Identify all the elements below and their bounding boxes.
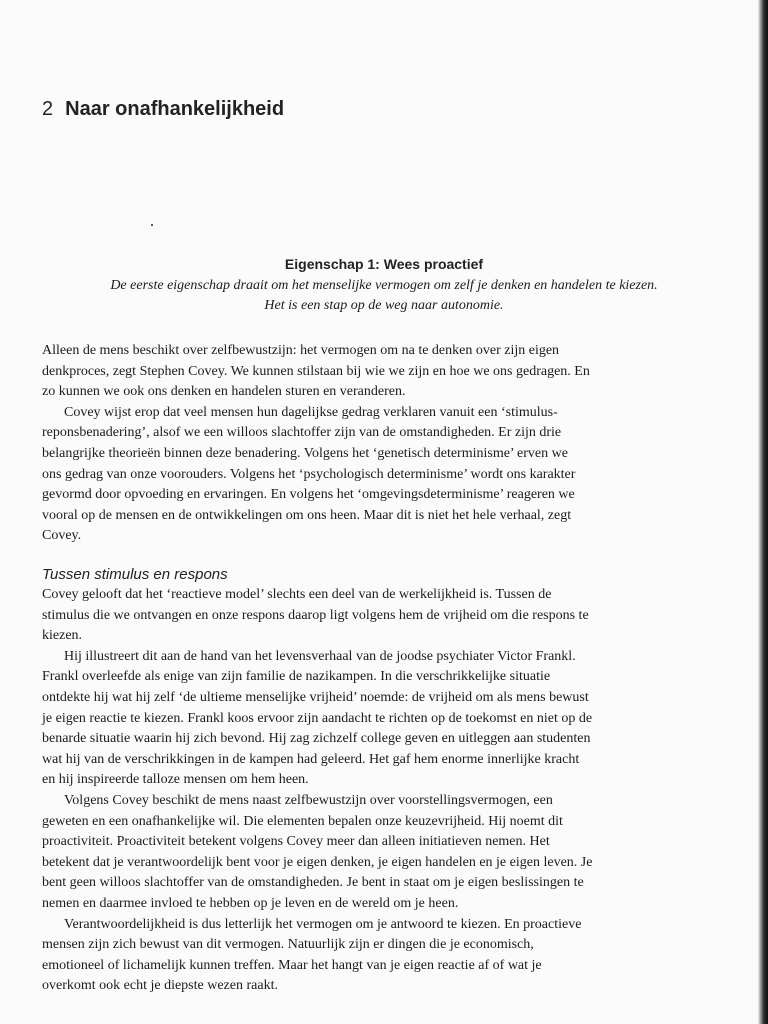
section-intro — [30, 276, 738, 316]
text-line: emotioneel of lichamelijk kunnen treffen. Maar het hangt van je eigen reactie af of wat je — [42, 957, 542, 973]
text-line: Covey. — [42, 528, 82, 544]
text-line: kiezen. — [42, 628, 83, 644]
chapter-heading — [42, 98, 284, 121]
text-line: wat hij van de verschrikkingen in de kampen had geleerd. Het gaf hem enorme innerlijke kracht — [42, 751, 580, 767]
page-edge-shadow — [758, 0, 768, 1024]
text-line: Covey wijst erop dat veel mensen hun dagelijkse gedrag verklaren vanuit een ‘stimulus- — [64, 404, 558, 420]
subheading: Tussen stimulus en respons — [42, 566, 228, 583]
text-line: ons gedrag van onze voorouders. Volgens het ‘psychologisch determinisme’ wordt ons karakter — [42, 466, 576, 482]
text-line: mensen zijn zich bewust van dit vermogen. Natuurlijk zijn er dingen die je economisch, — [42, 937, 534, 953]
text-line: Covey gelooft dat het ‘reactieve model’ slechts een deel van de werkelijkheid is. Tussen de — [42, 587, 552, 602]
section-title: Eigenschap 1: Wees proactief — [284, 256, 484, 272]
text-line: proactiviteit. Proactiviteit betekent volgens Covey meer dan alleen initiatieven nemen. Het — [42, 834, 550, 850]
text-line: vooral op de mensen en de ontwikkelingen om ons heen. Maar dit is niet het hele verhaal, zegt — [42, 507, 572, 523]
text-line: en hij inspireerde talloze mensen om hem heen. — [42, 772, 309, 788]
text-line: Verantwoordelijkheid is dus letterlijk het vermogen om je antwoord te kiezen. En proactieve — [64, 916, 582, 932]
text-line: stimulus die we ontvangen en onze respons daarop ligt volgens hem de vrijheid om die respons te — [42, 607, 589, 623]
text-line: Volgens Covey beschikt de mens naast zelfbewustzijn over voorstellingsvermogen, een — [64, 792, 553, 808]
speck — [151, 224, 153, 226]
text-line: bent geen willoos slachtoffer van de omstandigheden. Je bent in staat om je eigen beslissingen te — [42, 875, 584, 891]
chapter-number: 2 — [42, 98, 54, 120]
text-line: zo kunnen we ook ons denken en handelen sturen en veranderen. — [42, 384, 406, 400]
text-line: overkomt ook echt je diepste wezen raakt. — [42, 978, 278, 994]
chapter-title: Naar onafhankelijkheid — [65, 98, 285, 120]
text-line: belangrijke theorieën binnen deze benadering. Volgens het ‘genetisch determinisme’ erven we — [42, 445, 568, 461]
text-line: reponsbenadering’, alsof we een willoos slachtoffer zijn van de omstandigheden. Er zijn drie — [42, 425, 562, 441]
intro-line: De eerste eigenschap draait om het menselijke vermogen om zelf je denken en handelen te kiezen. — [110, 278, 658, 293]
text-line: nemen en daarmee invloed te hebben op je leven en de wereld om je heen. — [42, 895, 459, 911]
text-line: gevormd door opvoeding en ervaringen. En volgens het ‘omgevingsdeterminisme’ reageren we — [42, 487, 575, 503]
text-line: betekent dat je verantwoordelijk bent voor je eigen denken, je eigen handelen en je eigen leven. Je — [42, 854, 593, 870]
intro-line: Het is een stap op de weg naar autonomie. — [264, 298, 504, 313]
text-line: ontdekte hij wat hij zelf ‘de ultieme menselijke vrijheid’ noemde: de vrijheid om als mens bewust — [42, 689, 589, 705]
text-line: je eigen reactie te kiezen. Frankl koos ervoor zijn aandacht te richten op de toekomst en niet op de — [42, 710, 593, 726]
text-line: Alleen de mens beschikt over zelfbewustzijn: het vermogen om na te denken over zijn eigen — [42, 343, 560, 358]
text-line: benarde situatie waarin hij zich bevond. Hij zag zichzelf college geven en uitleggen aan studenten — [42, 731, 591, 747]
text-line: denkproces, zegt Stephen Covey. We kunnen stilstaan bij wie we zijn en hoe we ons gedragen. En — [42, 363, 590, 379]
text-line: Hij illustreert dit aan de hand van het levensverhaal van de joodse psychiater Victor Frankl. — [64, 648, 576, 664]
text-line: Frankl overleefde als enige van zijn familie de nazikampen. In die verschrikkelijke situatie — [42, 669, 551, 685]
body-block-1 — [42, 341, 732, 547]
text-line: geweten en een onafhankelijke wil. Die elementen bepalen onze keuzevrijheid. Hij noemt dit — [42, 813, 563, 829]
body-block-2 — [42, 585, 732, 997]
